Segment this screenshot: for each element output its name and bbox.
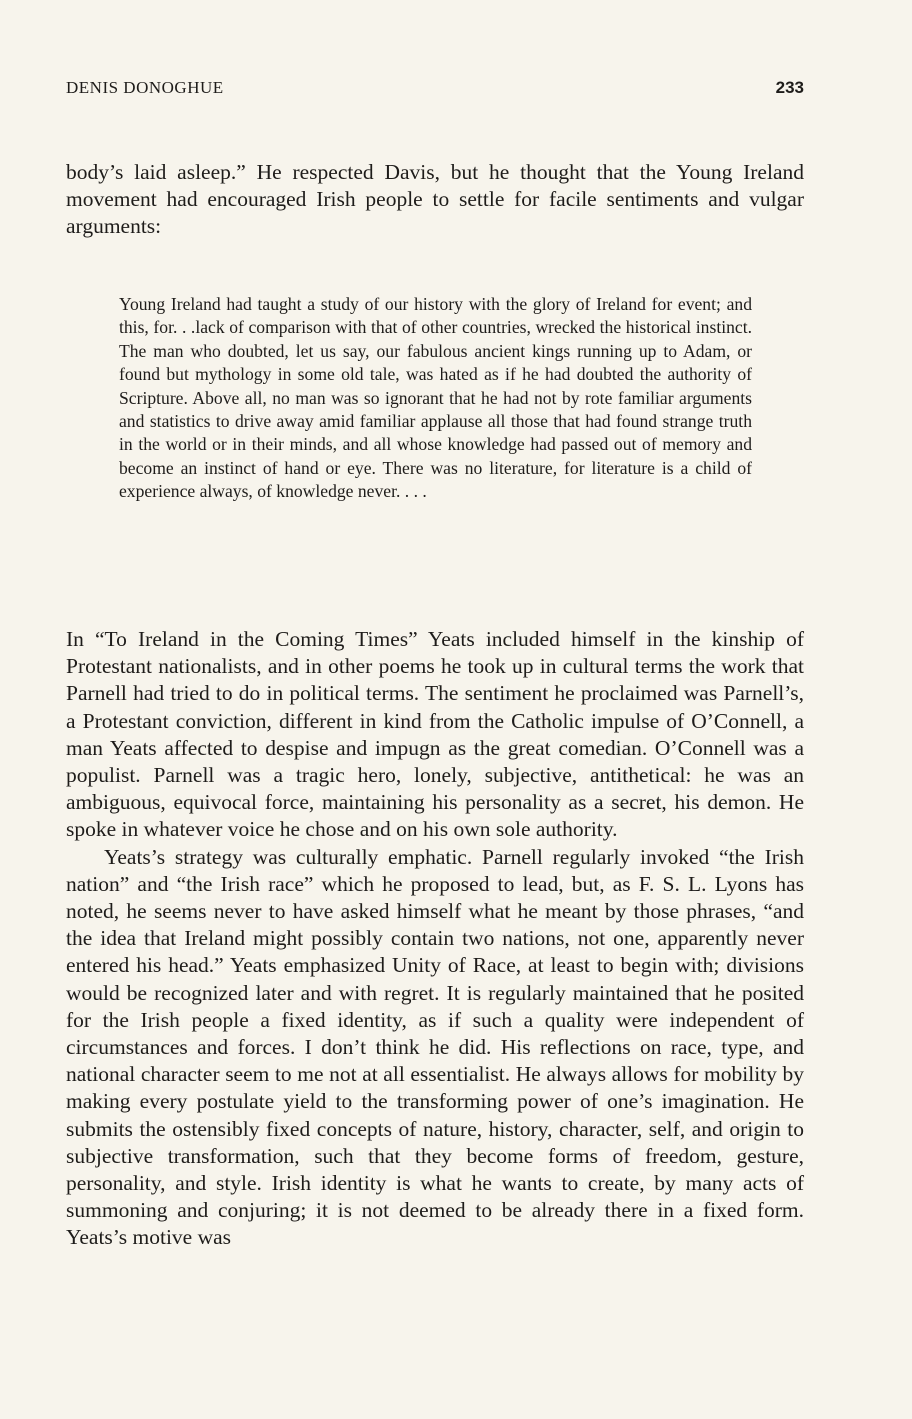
paragraph-yeats-strategy: Yeats’s strategy was culturally emphatic. Parnell regularly invoked “the Irish nation” and “the Irish race” which he proposed to lead, but, as F. S. L. Lyons has noted, he seems never to have asked himself what he meant by those phrases, “and the idea that Ireland might possibly contain two nations, not one, apparently never entered his head.” Yeats emphasized Unity of Race, at least to begin with; divisions would be recognized later and with regret. It is regularly maintained that he posited for the Irish people a fixed identity, as if such a quality were independent of circumstances and forces. I don’t think he did. His reflections on race, type, and national character seem to me not at all essentialist. He always allows for mobility by making every postulate yield to the transforming power of one’s imagination. He submits the ostensibly fixed concepts of nature, history, character, self, and origin to subjective transformation, such that they become forms of freedom, gesture, personality, and style. Irish identity is what he wants to create, by many acts of summoning and conjuring; it is not deemed to be already there in a fixed form. Yeats’s motive was: [66, 844, 804, 1250]
running-head: DENIS DONOGHUE: [66, 78, 224, 97]
block-quote: Young Ireland had taught a study of our history with the glory of Ireland for event; and this, for. . .lack of comparison with that of other countries, wrecked the historical instinct. The man who doubted, let us say, our fabulous ancient kings running up to Adam, or found but mythology in some old tale, was hated as if he had doubted the authority of Scripture. Above all, no man was so ignorant that he had not by rote familiar arguments and statistics to drive away amid familiar applause all those that had found strange truth in the world or in their minds, and all whose knowledge had passed out of memory and become an instinct of hand or eye. There was no literature, for literature is a child of experience always, of knowledge never. . . .: [119, 294, 752, 502]
paragraph-coming-times: In “To Ireland in the Coming Times” Yeats included himself in the kinship of Protestant nationalists, and in other poems he took up in cultural terms the work that Parnell had tried to do in political terms. The sentiment he proclaimed was Parnell’s, a Protestant conviction, different in kind from the Catholic impulse of O’Connell, a man Yeats affected to despise and impugn as the great comedian. O’Connell was a populist. Parnell was a tragic hero, lonely, subjective, antithetical: he was an ambiguous, equivocal force, maintaining his personality as a secret, his demon. He spoke in whatever voice he chose and on his own sole authority.: [66, 627, 804, 842]
page-number: 233: [775, 78, 804, 97]
opening-paragraph: body’s laid asleep.” He respected Davis, but he thought that the Young Ireland movement had encouraged Irish people to settle for facile sentiments and vulgar arguments:: [66, 160, 804, 239]
opening-paragraph-block: [66, 159, 804, 241]
page-header: [66, 78, 804, 102]
main-text: [66, 626, 804, 1252]
